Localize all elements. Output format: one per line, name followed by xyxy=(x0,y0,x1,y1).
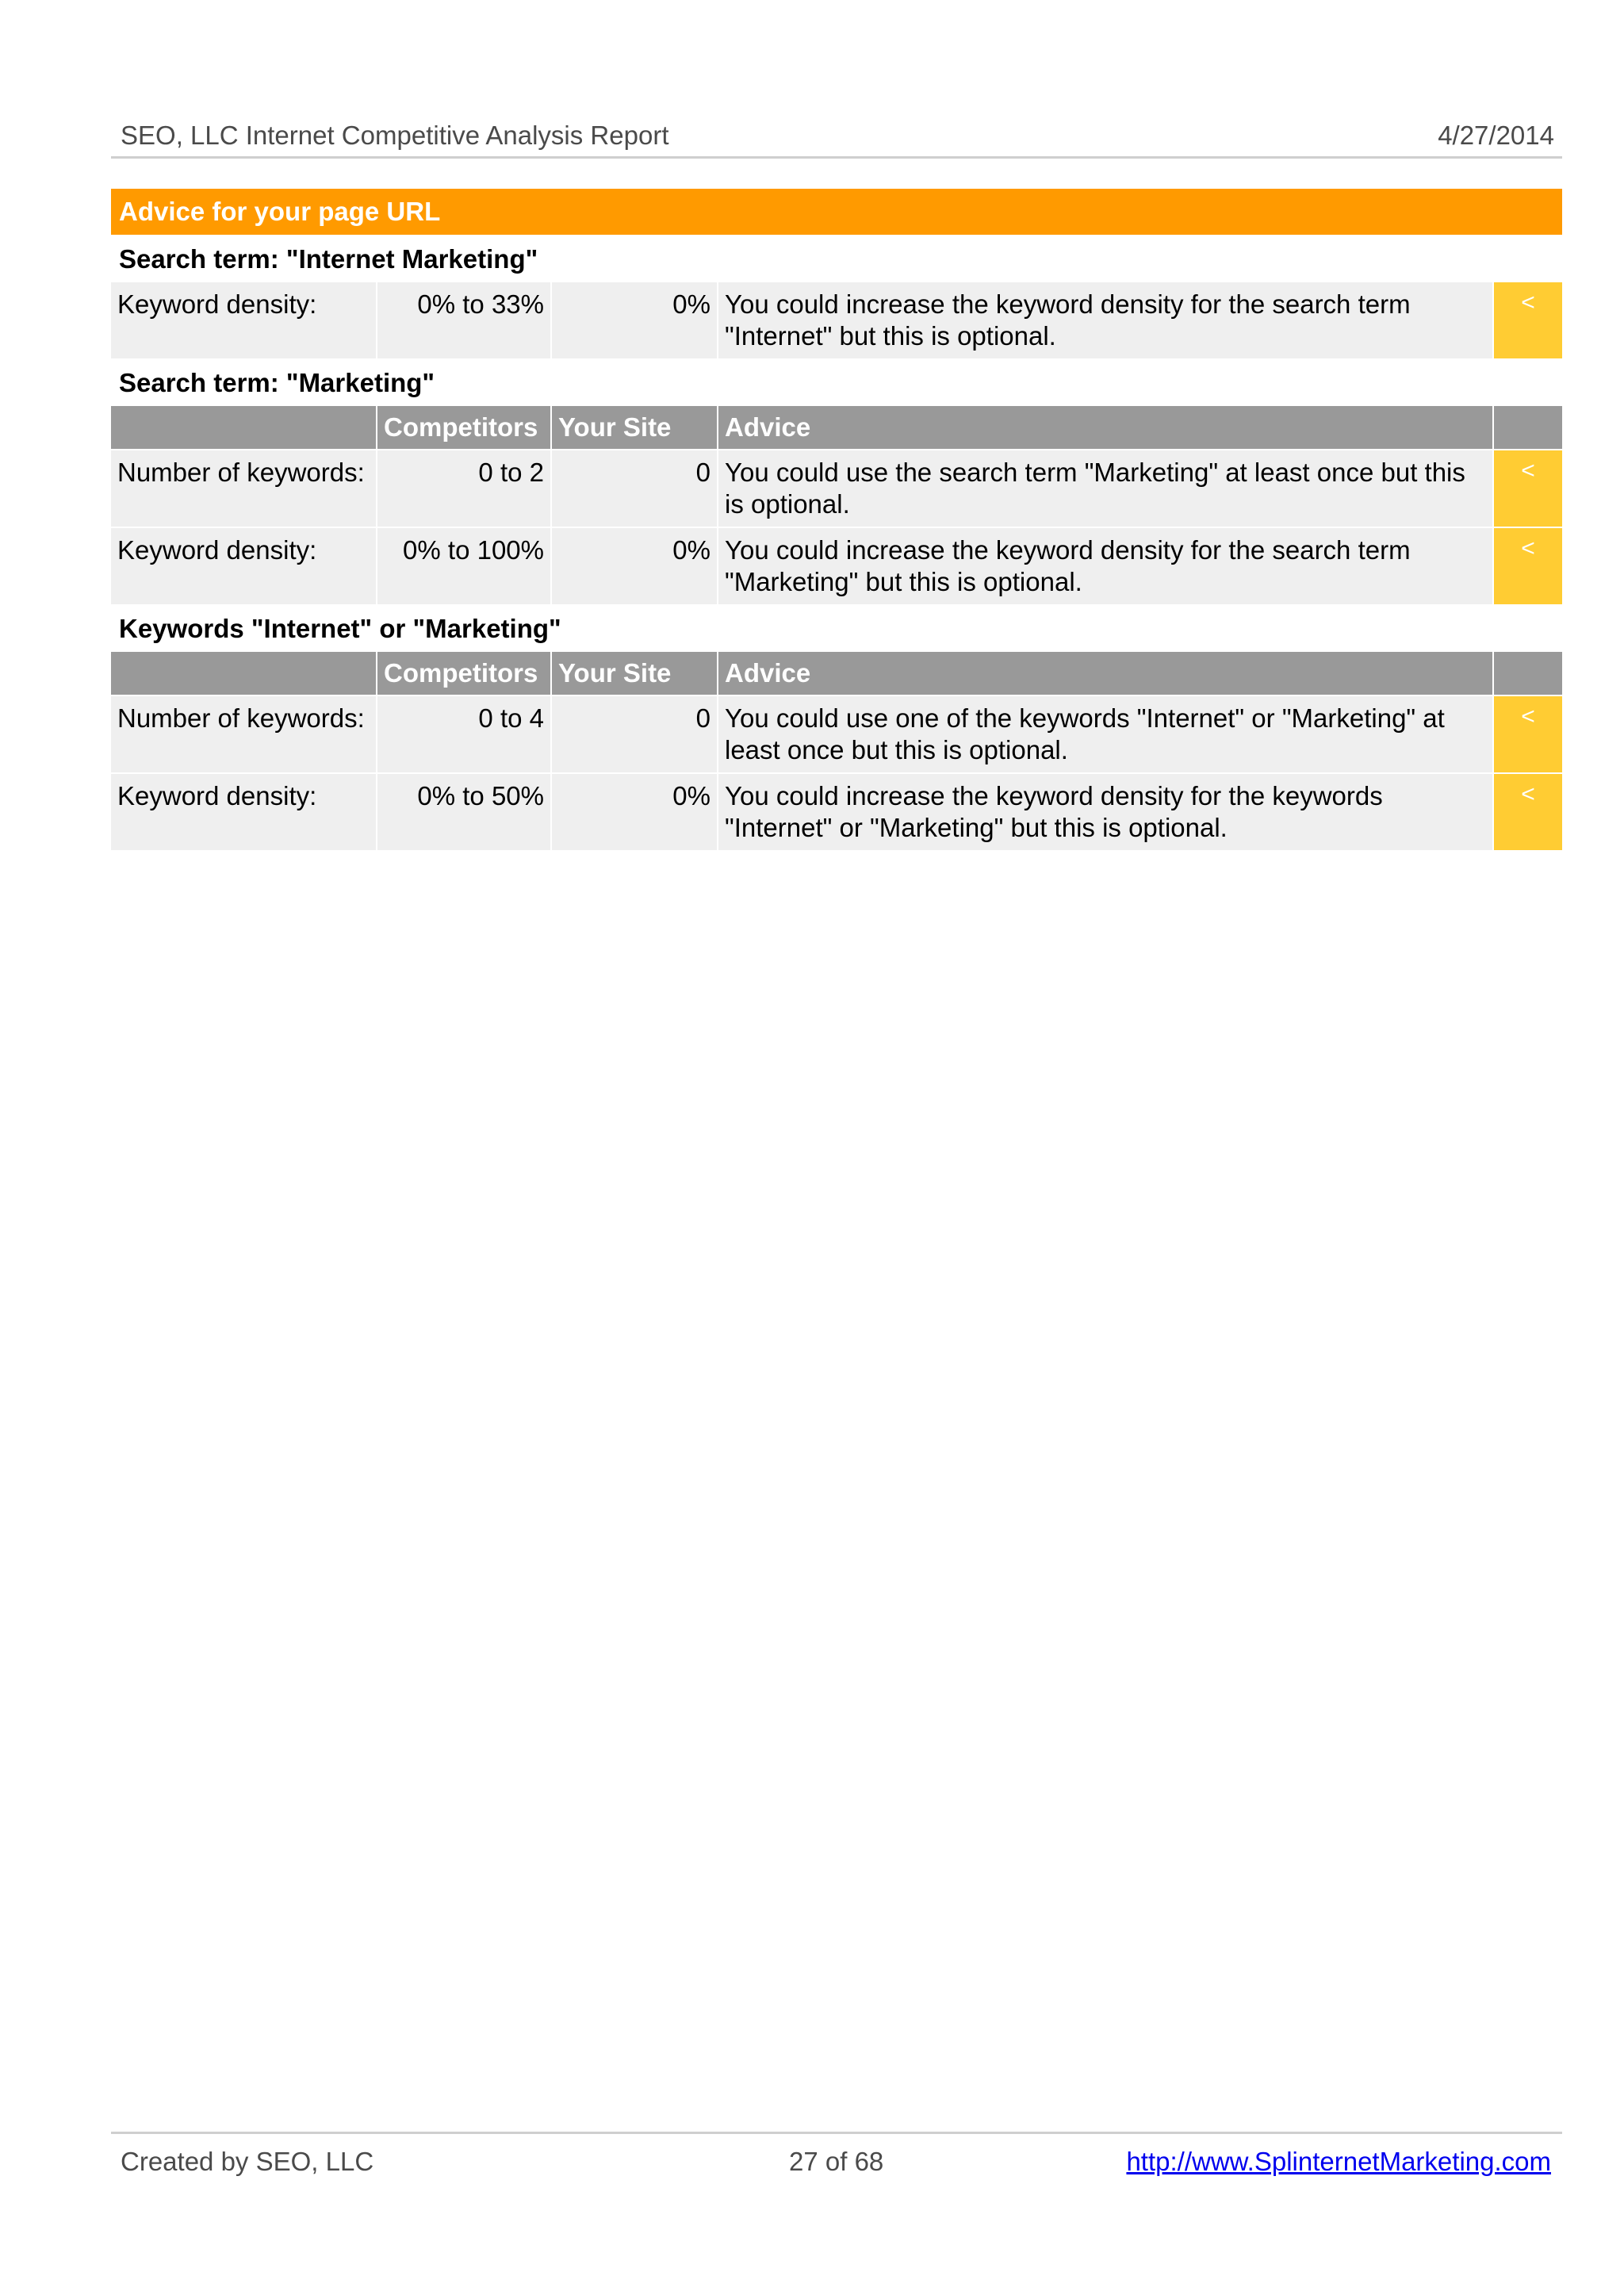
advice-section xyxy=(111,189,1562,852)
your-site-value: 0 xyxy=(552,696,717,772)
header-your-site: Your Site xyxy=(552,652,717,695)
row-label: Keyword density: xyxy=(111,774,376,850)
advice-table-internet-or-marketing xyxy=(109,650,1564,852)
marker-arrow-icon: < xyxy=(1494,528,1562,604)
advice-table-internet-marketing xyxy=(109,281,1564,360)
table-row xyxy=(111,774,1562,850)
advice-text: You could increase the keyword density for the keywords "Internet" or "Marketing" but this is optional. xyxy=(718,774,1492,850)
group-title-internet-or-marketing: Keywords "Internet" or "Marketing" xyxy=(119,614,561,643)
marker-arrow-icon: < xyxy=(1494,450,1562,527)
header-blank-cell xyxy=(111,652,376,695)
page-number: 27 of 68 xyxy=(789,2147,884,2176)
footer-site-link[interactable]: http://www.SplinternetMarketing.com xyxy=(1126,2147,1551,2176)
header-competitors: Competitors xyxy=(377,406,550,449)
table-row xyxy=(111,282,1562,358)
row-label: Keyword density: xyxy=(111,528,376,604)
table-row xyxy=(111,528,1562,604)
header-blank-cell xyxy=(111,406,376,449)
advice-text: You could increase the keyword density for the search term "Marketing" but this is optional. xyxy=(718,528,1492,604)
group-title-marketing: Search term: "Marketing" xyxy=(119,368,435,397)
competitors-value: 0% to 100% xyxy=(377,528,550,604)
your-site-value: 0% xyxy=(552,282,717,358)
header-blank-cell xyxy=(1494,406,1562,449)
competitors-value: 0 to 4 xyxy=(377,696,550,772)
row-label: Number of keywords: xyxy=(111,450,376,527)
table-row xyxy=(111,450,1562,527)
table-header-row xyxy=(111,406,1562,449)
page-footer xyxy=(111,2132,1562,2190)
table-row xyxy=(111,696,1562,772)
row-label: Keyword density: xyxy=(111,282,376,358)
header-competitors: Competitors xyxy=(377,652,550,695)
group-title-internet-marketing: Search term: "Internet Marketing" xyxy=(119,244,538,274)
report-title: SEO, LLC Internet Competitive Analysis Report xyxy=(121,121,669,150)
section-banner: Advice for your page URL xyxy=(111,189,1562,235)
marker-arrow-icon: < xyxy=(1494,696,1562,772)
header-advice: Advice xyxy=(718,406,1492,449)
table-header-row xyxy=(111,652,1562,695)
row-label: Number of keywords: xyxy=(111,696,376,772)
advice-text: You could use the search term "Marketing" at least once but this is optional. xyxy=(718,450,1492,527)
advice-table-marketing xyxy=(109,404,1564,606)
your-site-value: 0% xyxy=(552,528,717,604)
competitors-value: 0% to 50% xyxy=(377,774,550,850)
header-advice: Advice xyxy=(718,652,1492,695)
page-header xyxy=(111,108,1562,159)
marker-arrow-icon: < xyxy=(1494,774,1562,850)
your-site-value: 0% xyxy=(552,774,717,850)
report-date: 4/27/2014 xyxy=(1438,121,1554,150)
marker-arrow-icon: < xyxy=(1494,282,1562,358)
your-site-value: 0 xyxy=(552,450,717,527)
advice-text: You could use one of the keywords "Internet" or "Marketing" at least once but this is optional. xyxy=(718,696,1492,772)
competitors-value: 0 to 2 xyxy=(377,450,550,527)
header-blank-cell xyxy=(1494,652,1562,695)
footer-created-by: Created by SEO, LLC xyxy=(121,2147,374,2176)
advice-text: You could increase the keyword density for the search term "Internet" but this is optional. xyxy=(718,282,1492,358)
competitors-value: 0% to 33% xyxy=(377,282,550,358)
header-your-site: Your Site xyxy=(552,406,717,449)
